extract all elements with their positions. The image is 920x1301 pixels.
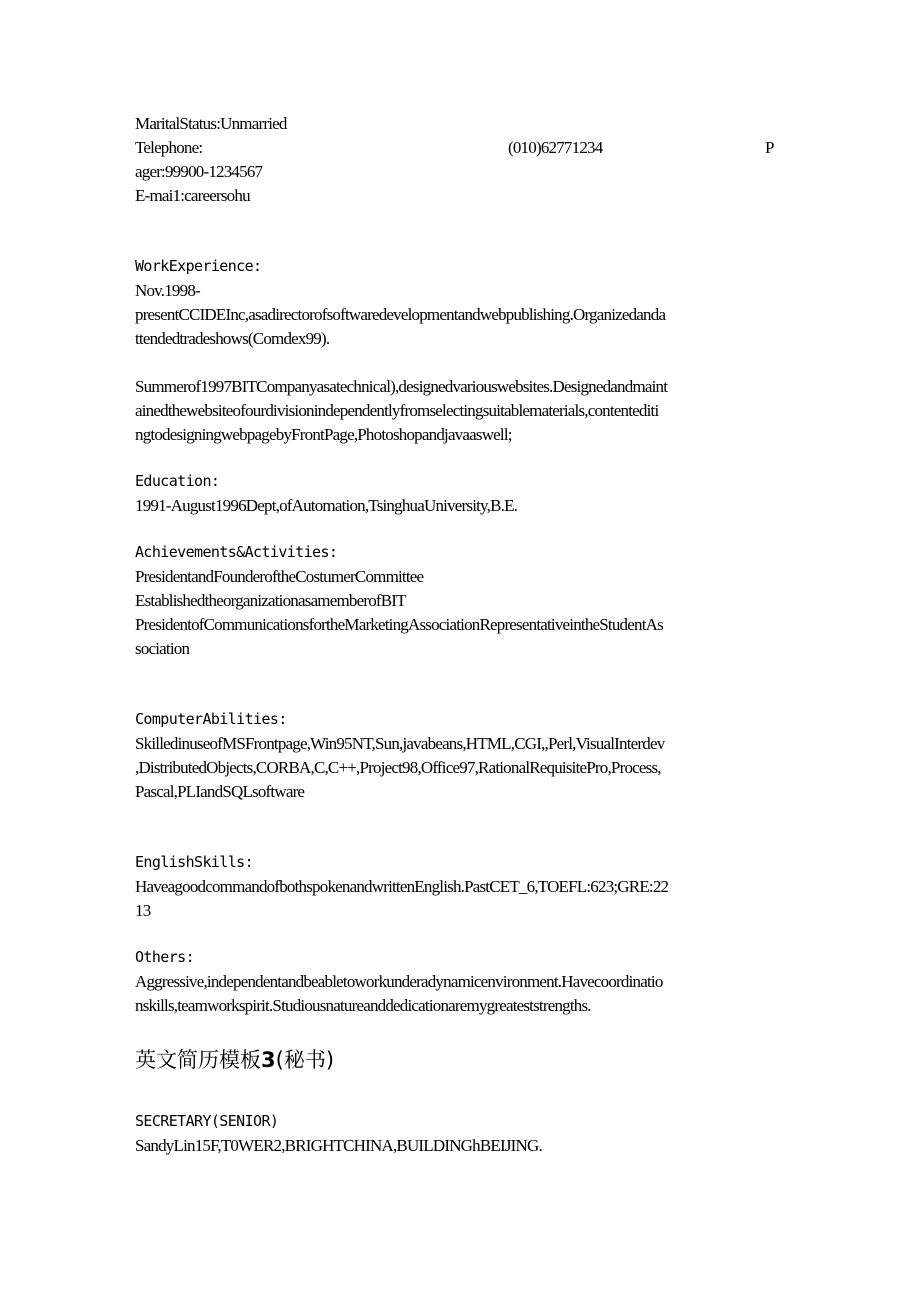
pager-number: ager:99900-1234567 [135, 162, 263, 181]
work-line: ngtodesigningwebpagebyFrontPage,Photoshopandjavaaswell; [135, 425, 512, 444]
telephone-line [135, 137, 785, 159]
pager-label-start: P [765, 138, 774, 157]
template-title-paren: (秘书) [275, 1048, 335, 1072]
work-line: presentCCIDEInc,asadirectorofsoftwaredevelopmentandwebpublishing.Organizedanda [135, 305, 666, 324]
computer-abilities-heading: ComputerAbilities: [135, 710, 287, 728]
work-line: ainedthewebsiteofourdivisionindependentlyfromselectingsuitablematerials,contentediti [135, 401, 659, 420]
work-line: Nov.1998- [135, 281, 200, 300]
email: E-mai1:careersohu [135, 186, 250, 205]
english-line: 13 [135, 901, 151, 920]
achievement-line: EstablishedtheorganizationasamemberofBIT [135, 591, 406, 610]
others-line: Aggressive,independentandbeabletoworkunderadynamicenvironment.Havecoordinatio [135, 972, 663, 991]
position-title: SECRETARY(SENIOR) [135, 1112, 279, 1130]
others-line: nskills,teamworkspirit.Studiousnatureanddedicationaremygreateststrengths. [135, 996, 591, 1015]
achievement-line: sociation [135, 639, 190, 658]
address-line: SandyLin15F,T0WER2,BRIGHTCHINA,BUILDINGhBEIJING. [135, 1136, 542, 1155]
work-line: Summerof1997BITCompanyasatechnical),designedvariouswebsites.Designedandmaint [135, 377, 668, 396]
achievement-line: PresidentofCommunicationsfortheMarketingAssociationRepresentativeintheStudentAs [135, 615, 663, 634]
computer-line: Pascal,PLIandSQLsoftware [135, 782, 305, 801]
marital-status: MaritalStatus:Unmarried [135, 114, 287, 133]
education-heading: Education: [135, 472, 220, 490]
computer-line: ,DistributedObjects,CORBA,C,C++,Project98,Office97,RationalRequisitePro,Process, [135, 758, 661, 777]
english-line: HaveagoodcommandofbothspokenandwrittenEnglish.PastCET_6,TOEFL:623;GRE:22 [135, 877, 669, 896]
template-3-title [135, 1046, 334, 1074]
work-line: ttendedtradeshows(Comdex99). [135, 329, 330, 348]
achievements-heading: Achievements&Activities: [135, 543, 338, 561]
work-experience-heading: WorkExperience: [135, 257, 262, 275]
english-skills-heading: EnglishSkills: [135, 853, 254, 871]
template-title-number: 3 [261, 1048, 276, 1072]
others-heading: Others: [135, 948, 195, 966]
computer-line: SkilledinuseofMSFrontpage,Win95NT,Sun,javabeans,HTML,CGI,,Perl,VisualInterdev [135, 734, 665, 753]
template-title-text: 英文简历模板 [135, 1048, 261, 1072]
achievement-line: PresidentandFounderoftheCostumerCommittee [135, 567, 424, 586]
telephone-number: (010)62771234 [508, 138, 603, 157]
education-line: 1991-August1996Dept,ofAutomation,TsinghuaUniversity,B.E. [135, 496, 518, 515]
telephone-label: Telephone: [135, 138, 203, 157]
